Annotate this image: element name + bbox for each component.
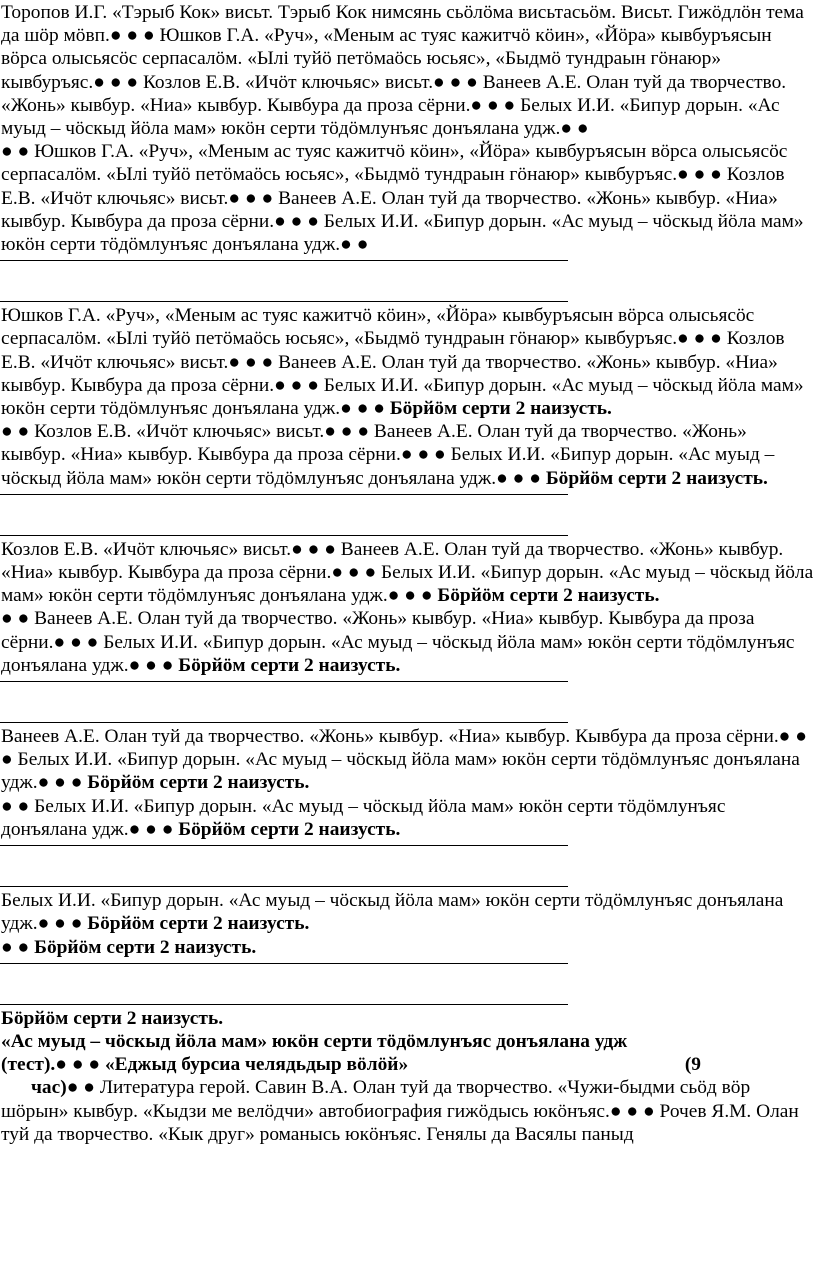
paragraph: час)● ● Литература герой. Савин В.А. Олан туй да творчество. «Чужи-быдми сьӧд вӧр шӧрын» кывбур. «Кыдзи ме велӧдчи» автобиография гижӧдысь юкӧнъяс.● ● ● Рочев Я.М. Олан туй да творчество. «Кык друг» романысь юкӧнъяс. Генялы да Васялы паныд (1, 1077, 799, 1145)
paragraph: Ванеев А.Е. Олан туй да творчество. «Жонь» кывбур. «Ниа» кывбур. Кывбура да проза сёрни.● ● ● Белых И.И. «Бипур дорын. «Ас муыд – чӧскыд йӧла мам» юкӧн серти тӧдӧмлунъяс донъялана удж.● ● ● Бӧрйӧм серти 2 наизусть. (1, 726, 807, 794)
divider (0, 886, 568, 887)
divider (0, 535, 568, 536)
divider (0, 1004, 568, 1005)
divider (0, 301, 568, 302)
divider (0, 722, 568, 723)
bold-phrase: Бӧрйӧм серти 2 наизусть. (178, 654, 401, 676)
paragraph: ● ● Козлов Е.В. «Ичӧт ключьяс» висьт.● ● ● Ванеев А.Е. Олан туй да творчество. «Жонь» кывбур. «Ниа» кывбур. Кывбура да проза сёрни.● ● ● Белых И.И. «Бипур дорын. «Ас муыд – чӧскыд йӧла мам» юкӧн серти тӧдӧмлунъяс донъялана удж.● ● ● Бӧрйӧм серти 2 наизусть. (1, 421, 775, 489)
paragraph: Бӧрйӧм серти 2 наизусть. (1, 1007, 224, 1029)
paragraph: (тест).● ● ● «Еджыд бурсиа челядьдыр вӧлӧй» (9 (1, 1054, 701, 1076)
paragraph: «Ас муыд – чӧскыд йӧла мам» юкӧн серти тӧдӧмлунъяс донъялана удж (1, 1030, 628, 1052)
bold-phrase: Бӧрйӧм серти 2 наизусть. (87, 913, 310, 935)
bold-phrase: Бӧрйӧм серти 2 наизусть. (545, 467, 768, 489)
bold-phrase: Бӧрйӧм серти 2 наизусть. (87, 772, 310, 794)
paragraph: ● ● Юшков Г.А. «Руч», «Меным ас туяс кажитчӧ кӧин», «Йӧра» кывбуръясын вӧрса олысьясӧс серпасалӧм. «Ылі туйӧ петӧмаӧсь юсьяс», «Быдмӧ тундраын гӧнаюр» кывбуръяс.● ● ● Козлов Е.В. «Ичӧт ключьяс» висьт.● ● ● Ванеев А.Е. Олан туй да творчество. «Жонь» кывбур. «Ниа» кывбур. Кывбура да проза сёрни.● ● ● Белых И.И. «Бипур дорын. «Ас муыд – чӧскыд йӧла мам» юкӧн серти тӧдӧмлунъяс донъялана удж.● ● (1, 141, 804, 256)
paragraph: Белых И.И. «Бипур дорын. «Ас муыд – чӧскыд йӧла мам» юкӧн серти тӧдӧмлунъяс донъялана удж.● ● ● Бӧрйӧм серти 2 наизусть. (1, 890, 784, 935)
paragraph: Торопов И.Г. «Тэрыб Кок» висьт. Тэрыб Кок нимсянь сьӧлӧма висьтасьӧм. Висьт. Гижӧдлӧн тема да шӧр мӧвп.● ● ● Юшков Г.А. «Руч», «Меным ас туяс кажитчӧ кӧин», «Йӧра» кывбуръясын вӧрса олысьясӧс серпасалӧм. «Ылі туйӧ петӧмаӧсь юсьяс», «Быдмӧ тундраын гӧнаюр» кывбуръяс.● ● ● Козлов Е.В. «Ичӧт ключьяс» висьт.● ● ● Ванеев А.Е. Олан туй да творчество. «Жонь» кывбур. «Ниа» кывбур. Кывбура да проза сёрни.● ● ● Белых И.И. «Бипур дорын. «Ас муыд – чӧскыд йӧла мам» юкӧн серти тӧдӧмлунъяс донъялана удж.● ● (1, 2, 804, 140)
paragraph: ● ● Белых И.И. «Бипур дорын. «Ас муыд – чӧскыд йӧла мам» юкӧн серти тӧдӧмлунъяс донъялана удж.● ● ● Бӧрйӧм серти 2 наизусть. (1, 795, 726, 840)
paragraph: ● ● Бӧрйӧм серти 2 наизусть. (1, 936, 257, 958)
paragraph: Юшков Г.А. «Руч», «Меным ас туяс кажитчӧ кӧин», «Йӧра» кывбуръясын вӧрса олысьясӧс серпасалӧм. «Ылі туйӧ петӧмаӧсь юсьяс», «Быдмӧ тундраын гӧнаюр» кывбуръяс.● ● ● Козлов Е.В. «Ичӧт ключьяс» висьт.● ● ● Ванеев А.Е. Олан туй да творчество. «Жонь» кывбур. «Ниа» кывбур. Кывбура да проза сёрни.● ● ● Белых И.И. «Бипур дорын. «Ас муыд – чӧскыд йӧла мам» юкӧн серти тӧдӧмлунъяс донъялана удж.● ● ● Бӧрйӧм серти 2 наизусть. (1, 305, 804, 420)
bold-phrase: Бӧрйӧм серти 2 наизусть. (437, 585, 660, 607)
bold-phrase: Бӧрйӧм серти 2 наизусть. (34, 936, 257, 958)
paragraph: ● ● Ванеев А.Е. Олан туй да творчество. «Жонь» кывбур. «Ниа» кывбур. Кывбура да проза сёрни.● ● ● Белых И.И. «Бипур дорын. «Ас муыд – чӧскыд йӧла мам» юкӧн серти тӧдӧмлунъяс донъялана удж.● ● ● Бӧрйӧм серти 2 наизусть. (1, 608, 795, 676)
bold-phrase: Бӧрйӧм серти 2 наизусть. (178, 818, 401, 840)
bold-phrase: Бӧрйӧм серти 2 наизусть. (389, 398, 612, 420)
paragraph: Козлов Е.В. «Ичӧт ключьяс» висьт.● ● ● Ванеев А.Е. Олан туй да творчество. «Жонь» кывбур. «Ниа» кывбур. Кывбура да проза сёрни.● ● ● Белых И.И. «Бипур дорын. «Ас муыд – чӧскыд йӧла мам» юкӧн серти тӧдӧмлунъяс донъялана удж.● ● ● Бӧрйӧм серти 2 наизусть. (1, 538, 814, 607)
